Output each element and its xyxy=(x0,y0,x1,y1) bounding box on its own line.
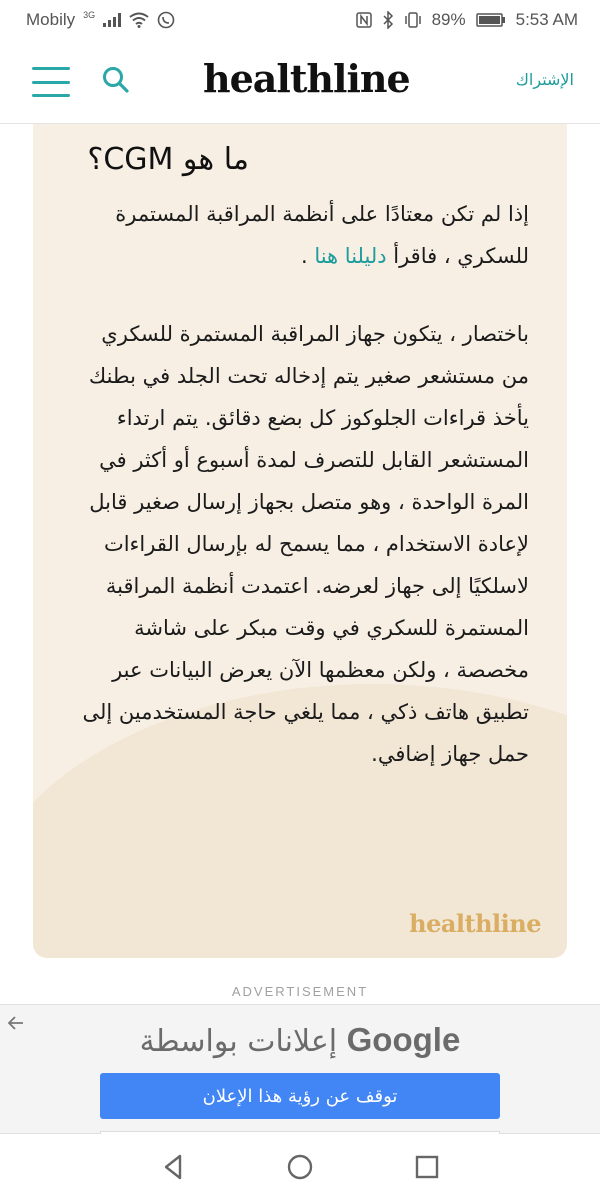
card-title: ما هو CGM؟ xyxy=(87,142,249,177)
intro-end: . xyxy=(300,244,308,268)
ads-by-google xyxy=(0,1021,600,1059)
bluetooth-icon xyxy=(382,11,394,29)
network-type: 3G xyxy=(83,10,96,20)
wifi-icon xyxy=(129,12,149,28)
home-circle-icon[interactable] xyxy=(283,1150,317,1184)
nfc-icon xyxy=(356,12,372,28)
article-card xyxy=(33,124,567,958)
hamburger-menu-icon[interactable] xyxy=(32,67,70,97)
whatsapp-icon xyxy=(157,11,175,29)
battery-level: 89% xyxy=(431,10,466,29)
site-header xyxy=(0,40,600,124)
clock: 5:53 AM xyxy=(515,10,578,29)
google-brand: Google xyxy=(346,1021,461,1058)
intro-paragraph xyxy=(77,193,529,277)
body-paragraph: باختصار ، يتكون جهاز المراقبة المستمرة للسكري من مستشعر صغير يتم إدخاله تحت الجلد في بطنك يأخذ قراءات الجلوكوز كل بضع دقائق. يتم ارتداء المستشعر القابل للتصرف لمدة أسبوع أو أكثر في المرة الواحدة ، وهو متصل بجهاز إرسال صغير قابل لإعادة الاستخدام ، مما يسمح له بإرسال القراءات لاسلكيًا إلى جهاز لعرضه. اعتمدت أنظمة المراقبة المستمرة للسكري في وقت مبكر على شاشة مخصصة ، ولكن معظمها الآن يعرض البيانات عبر تطبيق هاتف ذكي ، مما يلغي حاجة المستخدمين إلى حمل جهاز إضافي. xyxy=(82,322,529,766)
back-triangle-icon[interactable] xyxy=(156,1150,190,1184)
battery-icon xyxy=(476,13,506,27)
healthline-logo[interactable]: healthline xyxy=(203,56,410,101)
recents-square-icon[interactable] xyxy=(410,1150,444,1184)
subscribe-link[interactable]: الإشتراك xyxy=(515,70,574,89)
guide-link[interactable]: دليلنا هنا xyxy=(314,244,387,268)
card-content xyxy=(33,142,567,775)
system-navigation-bar xyxy=(0,1134,600,1200)
search-icon[interactable] xyxy=(100,64,132,96)
status-bar xyxy=(0,0,600,40)
status-right xyxy=(356,10,578,30)
vibrate-icon xyxy=(404,12,422,28)
ads-by-text: إعلانات بواسطة xyxy=(139,1024,338,1059)
card-healthline-logo: healthline xyxy=(409,909,541,938)
intro-text: إذا لم تكن معتادًا على أنظمة المراقبة المستمرة للسكري ، فاقرأ xyxy=(115,202,529,268)
advertisement-label: ADVERTISEMENT xyxy=(231,984,369,999)
signal-icon xyxy=(103,13,121,27)
ad-container xyxy=(0,1004,600,1134)
stop-seeing-ad-button[interactable]: توقف عن رؤية هذا الإعلان xyxy=(100,1073,500,1119)
status-left xyxy=(26,10,356,30)
carrier-name: Mobily xyxy=(26,10,76,29)
